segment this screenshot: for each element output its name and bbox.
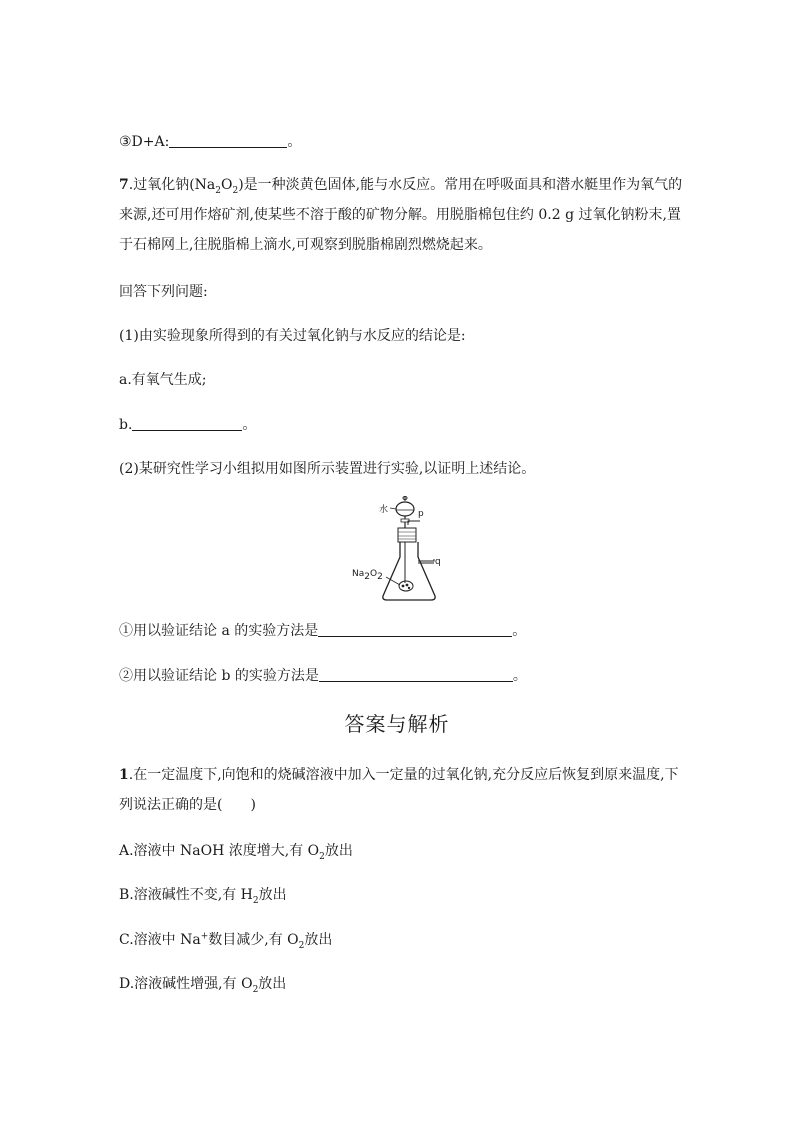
apparatus-figure <box>350 495 450 605</box>
q7-part2: (2)某研究性学习小组拟用如图所示装置进行实验,以证明上述结论。 <box>119 461 536 477</box>
q7-prompt: 回答下列问题: <box>119 284 208 300</box>
q7-line2: 来源,还可用作熔矿剂,使某些不溶于酸的矿物分解。用脱脂棉包住约 0.2 g 过氧化钠粉末,置 <box>119 207 681 223</box>
tube-p-label: p <box>418 509 424 519</box>
q1-line2: 列说法正确的是( ) <box>119 797 256 813</box>
answer-blank[interactable] <box>319 667 513 682</box>
answer-blank[interactable] <box>318 622 512 637</box>
q7-part1-a: a.有氧气生成; <box>119 372 207 388</box>
q1-option-c: C.溶液中 Na+数目减少,有 $O_2$放出 <box>119 931 333 951</box>
water-label: 水 <box>379 505 389 515</box>
answers-heading: 答案与解析 <box>344 712 450 736</box>
q6-item3-label: ③D+A: <box>119 134 170 150</box>
q7-sub2: ②用以验证结论 b 的实验方法是 。 <box>119 668 527 684</box>
answer-blank[interactable] <box>132 416 242 431</box>
question-number: 1 <box>119 767 129 783</box>
answer-blank[interactable] <box>169 133 287 148</box>
q7-part1-b: b. 。 <box>119 417 257 433</box>
q7-part1: (1)由实验现象所得到的有关过氧化钠与水反应的结论是: <box>119 328 466 344</box>
q1-option-a: A.溶液中 NaOH 浓度增大,有 $O_2$放出 <box>119 843 353 862</box>
flask-apparatus-diagram <box>350 495 450 605</box>
q7-line3: 于石棉网上,往脱脂棉上滴水,可观察到脱脂棉剧烈燃烧起来。 <box>119 237 492 253</box>
question-number: 7 <box>119 177 129 193</box>
q1-line1: 1.在一定温度下,向饱和的烧碱溶液中加入一定量的过氧化钠,充分反应后恢复到原来温度,下 <box>119 767 679 783</box>
q6-item3: ③D+A: 。 <box>119 134 302 150</box>
q1-option-b: B.溶液碱性不变,有 $H_2$放出 <box>119 887 287 906</box>
q7-sub1: ①用以验证结论 a 的实验方法是 。 <box>119 623 527 639</box>
q1-option-d: D.溶液碱性增强,有 $O_2$放出 <box>119 976 287 995</box>
reagent-label: $Na_2O_2$ <box>352 569 383 582</box>
tube-q-label: q <box>435 557 441 567</box>
q7-line1: 7.过氧化钠$(Na_2O_2)$是一种淡黄色固体,能与水反应。常用在呼吸面具和潜水艇里作为氧气的 <box>119 177 683 196</box>
